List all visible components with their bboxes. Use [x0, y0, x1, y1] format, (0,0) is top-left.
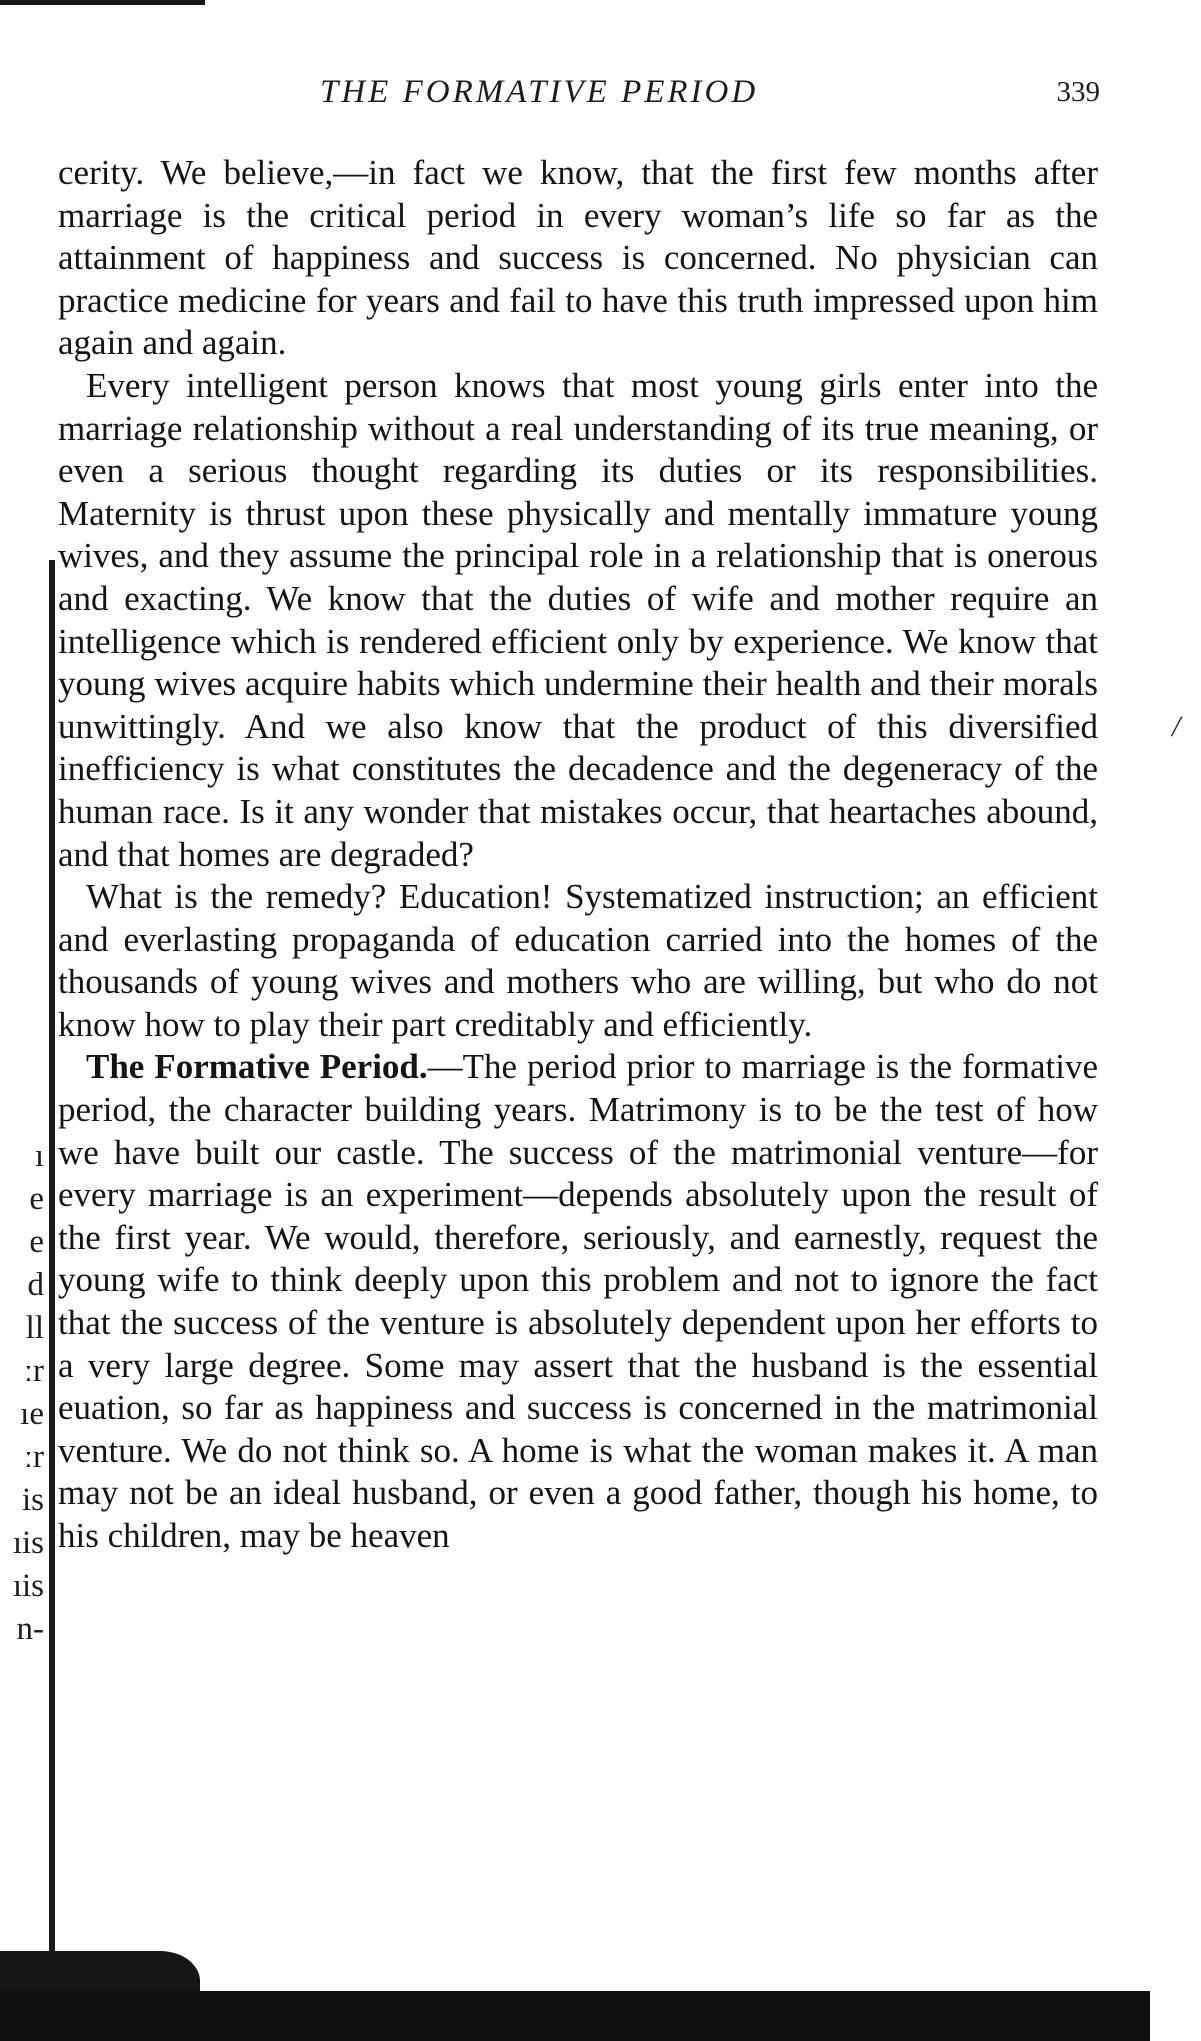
bleed-fragment: ı	[34, 1138, 44, 1174]
section-paragraph	[58, 1046, 1098, 1557]
top-scan-edge	[0, 0, 205, 5]
facing-page-bleed-through	[0, 1135, 44, 1651]
running-title: THE FORMATIVE PERIOD	[320, 74, 759, 110]
section-text: —The period prior to marriage is the formative period, the character building years. Matrimony is to be the test of how we have built our castle. The success of the matrimonial venture—for every marriage is an experiment—depends absolutely upon the result of the first year. We would, therefore, seriously, and earnestly, request the young wife to think deeply upon this problem and not to ignore the fact that the success of the venture is absolutely dependent upon her efforts to a very large degree. Some may assert that the husband is the essential euation, so far as happiness and success is concerned in the matrimonial venture. We do not think so. A home is what the woman makes it. A man may not be an ideal husband, or even a good father, though his home, to his children, may be heaven	[58, 1047, 1099, 1555]
binding-gutter-shadow	[49, 560, 55, 1960]
page-curl-shadow	[0, 1951, 200, 1991]
bottom-scan-edge	[0, 1991, 1150, 2041]
bleed-fragment: ıis	[12, 1525, 44, 1561]
paragraph: Every intelligent person knows that most young girls enter into the marriage relationship without a real understanding of its true meaning, or even a serious thought regarding its duties or its responsibilities. Maternity is thrust upon these physically and mentally immature young wives, and they assume the principal role in a relationship that is onerous and exacting. We know that the duties of wife and mother require an intelligence which is rendered efficient only by experience. We know that young wives acquire habits which undermine their health and their morals unwittingly. And we also know that the product of this diversified inefficiency is what constitutes the decadence and the degeneracy of the human race. Is it any wonder that mistakes occur, that heartaches abound, and that homes are degraded?	[58, 365, 1098, 874]
bleed-fragment: ːr	[23, 1353, 44, 1389]
body-text	[58, 152, 1098, 1558]
bleed-fragment: ll	[25, 1310, 44, 1346]
bleed-fragment: e	[29, 1224, 44, 1260]
bleed-fragment: ıis	[12, 1568, 44, 1604]
bleed-fragment: ıe	[20, 1396, 44, 1432]
bleed-fragment: d	[27, 1267, 44, 1303]
paragraph: What is the remedy? Education! Systematized instruction; an efficient and everlasting propaganda of education carried into the homes of the thousands of young wives and mothers who are willing, but who do not know how to play their part creditably and efficiently.	[58, 877, 1098, 1044]
section-heading: The Formative Period.	[86, 1047, 428, 1087]
running-head	[240, 74, 1100, 124]
bleed-fragment: ːr	[23, 1439, 44, 1475]
bleed-fragment: is	[21, 1482, 44, 1518]
paragraph: cerity. We believe,—in fact we know, that the first few months after marriage is the critical period in every woman’s life so far as the attainment of happiness and success is concerned. No physician can practice medicine for years and fail to have this truth impressed upon him again and again.	[58, 153, 1098, 363]
bleed-fragment: e	[29, 1181, 44, 1217]
bleed-fragment: n-	[16, 1611, 44, 1647]
stray-pencil-mark: /	[1172, 710, 1181, 743]
page-number: 339	[1056, 76, 1100, 108]
